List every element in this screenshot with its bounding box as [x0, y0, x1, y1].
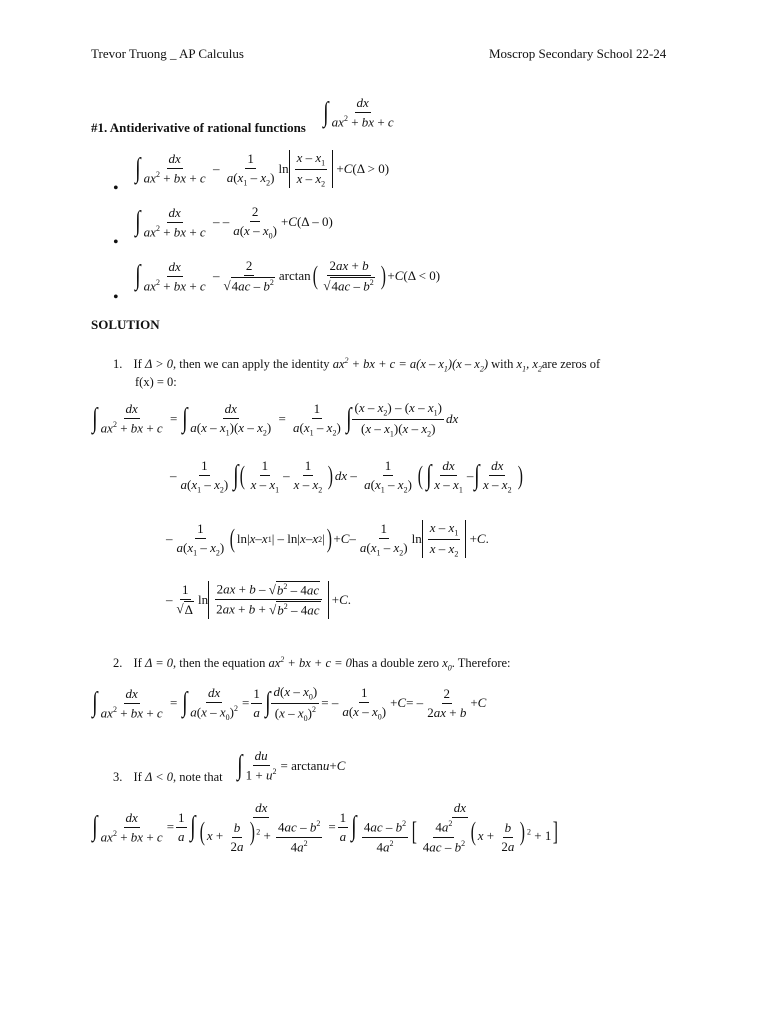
title-integral-formula: ∫ $\frac{dx}{ax^2 + bx + c}$ [323, 95, 394, 130]
formula-delta-negative: ∫ $\frac{dx}{ax^2 + bx + c}$ – 2 √ $4ac - b^2$ arctan ( 2ax + b √ $4ac - b^2$ ) + C (Δ < 0) [135, 258, 441, 294]
step-if: If [133, 770, 142, 784]
step-if: If [133, 357, 142, 372]
bullet-marker: • [113, 289, 119, 306]
step-number: 2. [113, 656, 123, 671]
bullet-marker: • [113, 234, 119, 251]
step-2-eq: ∫ $\frac{dx}{ax^2 + bx + c}$ = ∫ $\frac{dx}{a(x - x_0)^2}$ = $\frac{1}{a}$ ∫ $\frac{d(x - x_0)}{(x - x_0)^2}$ = – $\frac{1}{a(x - x_0)}$ + C = – $\frac{2}{2ax + b}$ + C [92, 684, 487, 723]
step-1-text-a: , then we can apply the identity [173, 357, 330, 372]
step-3-arctan-identity: ∫ $\frac{du}{1 + u^2}$ = arctan u + C [237, 748, 346, 783]
solution-heading: SOLUTION [91, 317, 160, 332]
header-author-course: Trevor Truong _ AP Calculus [91, 46, 244, 61]
bullet-marker: • [113, 180, 119, 197]
section-title: #1. Antiderivative of rational functions [91, 120, 306, 135]
step-1-eq-3: – $\frac{1}{a(x_1 - x_2)}$ ( ln| x – x 1 | – ln| x – x 2 | ) + C – $\frac{1}{a(x_1 - x_2)}$ ln $\frac{x - x_1}{x - x_2}$ + C . [166, 520, 489, 559]
step-number: 3. [113, 770, 123, 784]
step-number: 1. [113, 357, 123, 372]
step-2-text-a: , then the equation [173, 656, 266, 671]
step-1-line: 1. If Δ > 0, then we can apply the identity $ax^2$ + bx + $c = a(x - x_1)(x - x_2)$ with $x_1$, $x_2are$ zeros of [113, 356, 601, 374]
step-3-text-a: , note that [173, 770, 223, 784]
step-1-eq-1: ∫ $\frac{dx}{ax^2 + bx + c}$ = ∫ $\frac{dx}{a(x - x_1)(x - x_2)}$ = $\frac{1}{a(x_1 - x_2)}$ ∫ $\frac{(x - x_2) - (x - x_1)}{(x - x_1)(x - x_2)}$ dx [92, 400, 459, 439]
step-2-text-b: has a double zero [351, 656, 440, 671]
step-if: If [133, 656, 142, 671]
step-1-with: with [491, 357, 514, 372]
step-1-text-b: are zeros of [541, 357, 601, 372]
header-school: Moscrop Secondary School 22-24 [489, 46, 667, 61]
formula-delta-positive: ∫ $\frac{dx}{ax^2 + bx + c}$ – $\frac{1}{a(x_1 - x_2)}$ ln $\frac{x - x_1}{x - x_2}$ + C (Δ > 0) [135, 150, 390, 189]
step-3-line: 3. If Δ < 0, note that [113, 770, 223, 784]
step-3-eq: ∫ $\frac{dx}{ax^2 + bx + c}$ = $\frac{1}{a}$ ∫ dx ( x + $\frac{b}{2a}$ ) $^2$ + $\frac{4ac - b^2}{4a^2}$ = $\frac{1}{a}$ ∫ dx $\frac{4ac - b^2}{4a^2}$ [ $\frac{4a^2}{4ac - b^2}$ ( x + $\frac{b}{2a}$ ) $^2$ + 1] [92, 800, 559, 854]
step-1-eq-4: – 1 √ Δ ln 2ax + b – √ $b^2 - 4ac$ 2ax + b + √ $b^2 - 4ac$ + C . [166, 581, 352, 618]
step-1-eq-2: – $\frac{1}{a(x_1 - x_2)}$ ∫ ( $\frac{1}{x - x_1}$ – $\frac{1}{x - x_2}$ ) dx – $\frac{1}{a(x_1 - x_2)}$ ( ∫ $\frac{dx}{x - x_1}$ – ∫ $\frac{dx}{x - x_2}$ ) [170, 458, 523, 495]
step-2-text-c: . Therefore: [451, 656, 511, 671]
step-2-line: 2. If Δ = 0, then the equation $ax^2$ + bx + c = 0has a double zero $x_0$. Therefore: [113, 655, 511, 673]
formula-delta-zero: ∫ $\frac{dx}{ax^2 + bx + c}$ – – $\frac{2}{a(x - x_0)}$ + C (Δ – 0) [135, 204, 333, 241]
step-1-text-c: f(x) = 0: [135, 375, 177, 389]
